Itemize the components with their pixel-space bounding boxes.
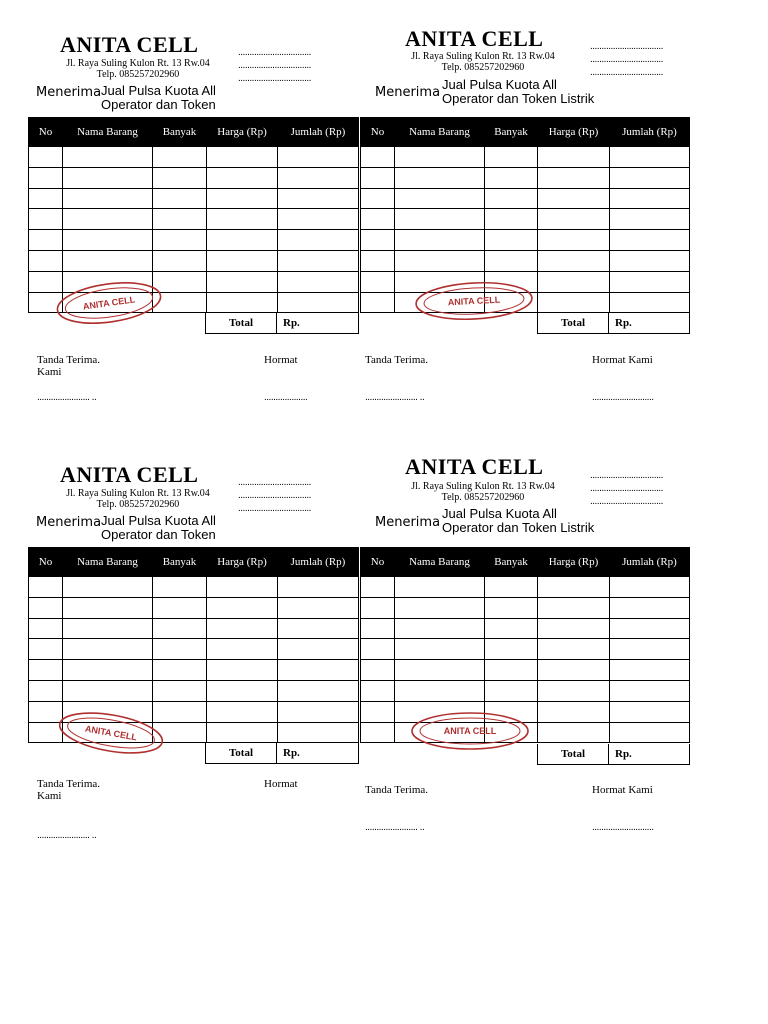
col-header-amount: Jumlah (Rp) (610, 548, 690, 577)
table-row (361, 209, 690, 230)
total-value: Rp. (283, 747, 300, 759)
respect-label: Hormat (264, 778, 298, 790)
dotted-line-1: ................................ (238, 47, 311, 58)
col-header-price: Harga (Rp) (538, 548, 610, 577)
col-header-qty: Banyak (485, 118, 538, 147)
stamp-seal (412, 278, 536, 324)
dotted-line-1: ................................ (238, 477, 311, 488)
tagline-line-2: Operator dan Token (101, 97, 216, 112)
shop-phone: Telp. 085257202960 (441, 492, 525, 503)
stamp-seal (408, 708, 532, 754)
respect-label: Hormat Kami (592, 784, 653, 796)
table-row (361, 597, 690, 618)
table-row (361, 660, 690, 681)
shop-phone: Telp. 085257202960 (441, 62, 525, 73)
respect-label: Hormat (264, 354, 298, 366)
receiver-sign (37, 354, 100, 378)
stamp-text: ANITA CELL (447, 294, 501, 308)
tagline (101, 84, 216, 112)
receiver-kami: Kami (37, 790, 62, 802)
dotted-line-2: ................................ (590, 54, 663, 65)
stamp-icon (56, 710, 166, 756)
receiver-kami: Kami (37, 366, 62, 378)
tagline-line-2: Operator dan Token Listrik (442, 91, 595, 106)
dotted-line-3: ................................ (590, 67, 663, 78)
col-header-amount: Jumlah (Rp) (278, 118, 359, 147)
table-row (361, 577, 690, 598)
receiver-sign-line: ....................... .. (365, 392, 425, 403)
tagline (101, 514, 216, 542)
total-box (205, 313, 359, 334)
shop-name: ANITA CELL (405, 454, 544, 479)
stamp-text: ANITA CELL (84, 723, 138, 743)
receiver-sign-line: ....................... .. (37, 830, 97, 841)
shop-name: ANITA CELL (60, 462, 199, 487)
table-row (361, 618, 690, 639)
col-header-qty: Banyak (153, 548, 207, 577)
table-row (29, 230, 359, 251)
table-row (29, 188, 359, 209)
dotted-line-3: ................................ (238, 73, 311, 84)
respect-sign-line: ........................... (592, 822, 654, 833)
table-row (29, 680, 359, 701)
table-row (361, 680, 690, 701)
dotted-line-2: ................................ (590, 483, 663, 494)
col-header-item: Nama Barang (63, 118, 153, 147)
tagline-line-1: Jual Pulsa Kuota All (442, 506, 557, 521)
stamp-icon (412, 278, 536, 324)
receipt-bottom-left (28, 460, 360, 870)
col-header-item: Nama Barang (63, 548, 153, 577)
receipt-top-left (28, 30, 360, 440)
respect-sign-line: ........................... (592, 392, 654, 403)
receiver-sign-line: ....................... .. (365, 822, 425, 833)
col-header-no: No (361, 118, 395, 147)
table-row (29, 577, 359, 598)
table-row (361, 147, 690, 168)
total-box (537, 313, 690, 334)
shop-address: Jl. Raya Suling Kulon Rt. 13 Rw.04 (66, 58, 210, 69)
total-value: Rp. (615, 317, 632, 329)
shop-address: Jl. Raya Suling Kulon Rt. 13 Rw.04 (66, 488, 210, 499)
table-row (29, 209, 359, 230)
table-row (29, 250, 359, 271)
receipt-top-right (360, 26, 692, 436)
col-header-qty: Banyak (153, 118, 207, 147)
stamp-icon (408, 708, 532, 754)
table-row (361, 230, 690, 251)
tagline (442, 507, 594, 535)
total-box (537, 744, 690, 765)
respect-sign-line: ................... (264, 392, 308, 403)
respect-label: Hormat Kami (592, 354, 653, 366)
receiver-label: Tanda Terima. (37, 778, 101, 790)
total-label: Total (538, 313, 609, 333)
col-header-price: Harga (Rp) (207, 548, 278, 577)
shop-name: ANITA CELL (60, 32, 199, 57)
shop-phone: Telp. 085257202960 (96, 499, 180, 510)
col-header-item: Nama Barang (395, 548, 485, 577)
table-row (29, 618, 359, 639)
total-label: Total (206, 313, 277, 333)
received-label: Menerima (375, 85, 441, 100)
receiver-label: Tanda Terima. (37, 354, 101, 366)
stamp-seal (54, 280, 164, 326)
stamp-seal (56, 710, 166, 756)
stamp-text: ANITA CELL (82, 294, 136, 312)
table-row (29, 639, 359, 660)
col-header-price: Harga (Rp) (538, 118, 610, 147)
receiver-label: Tanda Terima. (365, 354, 429, 366)
tagline-line-1: Jual Pulsa Kuota All (101, 513, 216, 528)
shop-address: Jl. Raya Suling Kulon Rt. 13 Rw.04 (411, 51, 555, 62)
dotted-line-1: ................................ (590, 41, 663, 52)
received-label: Menerima (375, 515, 441, 530)
col-header-amount: Jumlah (Rp) (610, 118, 690, 147)
dotted-line-3: ................................ (590, 496, 663, 507)
shop-name: ANITA CELL (405, 26, 544, 51)
stamp-icon (54, 280, 164, 326)
total-value: Rp. (283, 317, 300, 329)
col-header-amount: Jumlah (Rp) (278, 548, 359, 577)
table-row (361, 250, 690, 271)
tagline-line-1: Jual Pulsa Kuota All (101, 83, 216, 98)
receipt-bottom-right (360, 454, 692, 864)
col-header-item: Nama Barang (395, 118, 485, 147)
col-header-no: No (29, 118, 63, 147)
table-row (361, 167, 690, 188)
dotted-line-1: ................................ (590, 470, 663, 481)
shop-address: Jl. Raya Suling Kulon Rt. 13 Rw.04 (411, 481, 555, 492)
col-header-no: No (361, 548, 395, 577)
table-row (29, 660, 359, 681)
receiver-sign-line: ....................... .. (37, 392, 97, 403)
receiver-sign (37, 778, 100, 802)
shop-phone: Telp. 085257202960 (96, 69, 180, 80)
total-label: Total (206, 743, 277, 763)
table-row (29, 167, 359, 188)
table-row (29, 147, 359, 168)
table-row (361, 639, 690, 660)
col-header-no: No (29, 548, 63, 577)
dotted-line-2: ................................ (238, 60, 311, 71)
col-header-price: Harga (Rp) (207, 118, 278, 147)
tagline-line-2: Operator dan Token Listrik (442, 520, 595, 535)
table-row (29, 597, 359, 618)
total-box (205, 743, 359, 764)
total-label: Total (538, 744, 609, 764)
tagline-line-2: Operator dan Token (101, 527, 216, 542)
receiver-label: Tanda Terima. (365, 784, 429, 796)
stamp-text: ANITA CELL (443, 726, 497, 736)
total-value: Rp. (615, 748, 632, 760)
tagline (442, 78, 594, 106)
col-header-qty: Banyak (485, 548, 538, 577)
received-label: Menerima (36, 85, 102, 100)
table-row (361, 188, 690, 209)
tagline-line-1: Jual Pulsa Kuota All (442, 77, 557, 92)
received-label: Menerima (36, 515, 102, 530)
dotted-line-2: ................................ (238, 490, 311, 501)
dotted-line-3: ................................ (238, 503, 311, 514)
